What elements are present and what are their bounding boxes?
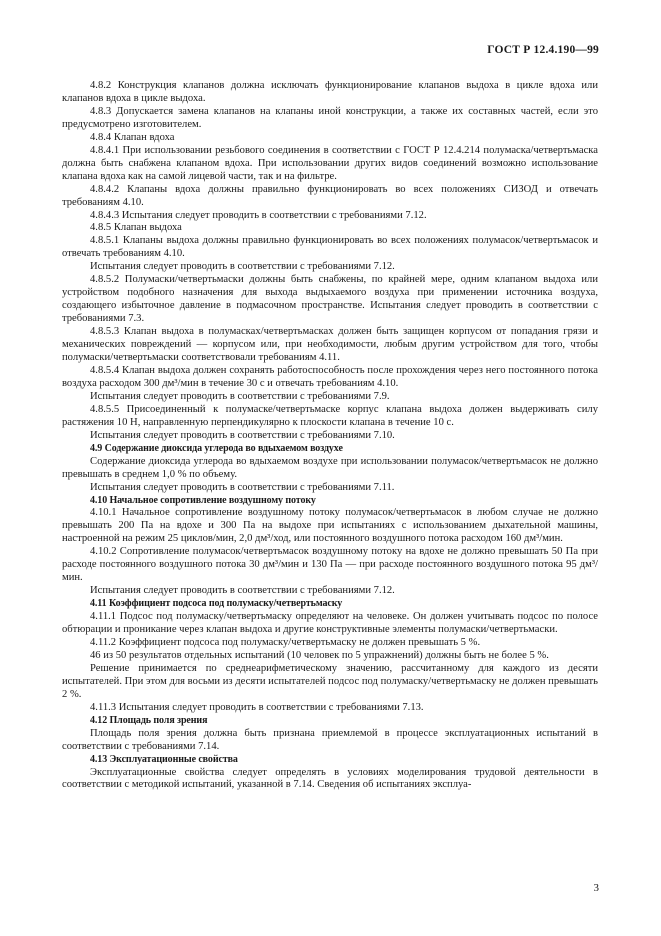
section-heading-4-13: 4.13 Эксплуатационные свойства [90,753,238,765]
paragraph-4-11-3: 4.11.3 Испытания следует проводить в соответствии с требованиями 7.13. [90,701,424,713]
section-heading-4-9: 4.9 Содержание диоксида углерода во вдыхаемом воздухе [90,442,343,454]
paragraph-4-8-4-3: 4.8.4.3 Испытания следует проводить в соответствии с требованиями 7.12. [90,209,427,221]
section-heading-4-10: 4.10 Начальное сопротивление воздушному потоку [90,494,316,506]
paragraph-4-8-3: 4.8.3 Допускается замена клапанов на клапаны иной конструкции, а также их составных частей, если это предусмотрено изготовителем. [62,105,598,130]
subheading-4-8-4: 4.8.4 Клапан вдоха [90,131,175,143]
subheading-4-8-5: 4.8.5 Клапан выдоха [90,222,182,234]
paragraph-4-11-2: 4.11.2 Коэффициент подсоса под полумаску/четвертьмаску не должен превышать 5 %. [90,636,481,648]
paragraph-46-of-50: 46 из 50 результатов отдельных испытаний (10 человек по 5 упражнений) должны быть не более 5 %. [90,649,549,661]
paragraph-4-10-1: 4.10.1 Начальное сопротивление воздушному потоку полумасок/четвертьмасок в любом случае не должно превышать 200 Па на вдохе и 300 Па на выдохе при испытаниях с использованием дыхательной машины, настроенной на режим 25 циклов/мин, 2,0 дм³/ход, или постоянного воздушного потока расходом 160 дм³/мин. [62,507,598,545]
paragraph-tests-7-10: Испытания следует проводить в соответствии с требованиями 7.10. [90,429,395,441]
paragraph-4-10-2: 4.10.2 Сопротивление полумасок/четвертьмасок воздушному потоку на вдохе не должно превышать 50 Па при расходе постоянного воздушного потока 30 дм³/мин и 130 Па — при расходе постоянного воздушного потока 95 дм³/мин. [62,546,598,584]
paragraph-tests-7-12-a: Испытания следует проводить в соответствии с требованиями 7.12. [90,261,395,273]
paragraph-4-8-2: 4.8.2 Конструкция клапанов должна исключать функционирование клапанов выдоха в цикле вдоха или клапанов вдоха в цикле выдоха. [62,80,598,104]
paragraph-decision: Решение принимается по среднеарифметическому значению, рассчитанному для каждого из десяти испытателей. При этом для восьми из десяти испытателей подсос под полумаску/четвертьмаску не должен превышать 2 %. [62,662,598,700]
paragraph-4-13-text: Эксплуатационные свойства следует определять в условиях моделирования трудовой деятельности в соответствии с методикой испытаний, указанной в 7.14. Сведения об испытаниях эксплуа- [62,766,598,791]
paragraph-4-8-5-2: 4.8.5.2 Полумаски/четвертьмаски должны быть снабжены, по крайней мере, одним клапаном выдоха или устройством подобного назначения для выхода выдыхаемого воздуха при применении источника воздуха, создающего избыточное давление в подмасочном пространстве. Испытания следует проводить в соответствии с требованиями 7.3. [62,274,598,325]
section-heading-4-11: 4.11 Коэффициент подсоса под полумаску/четвертьмаску [90,598,343,610]
paragraph-4-11-1: 4.11.1 Подсос под полумаску/четвертьмаску определяют на человеке. Он должен учитывать подсос по полосе обтюрации и проникание через клапан выдоха и другие конструктивные элементы полумаски/четвертьмаски. [62,611,598,636]
paragraph-4-9-text: Содержание диоксида углерода во вдыхаемом воздухе при использовании полумасок/четвертьмасок не должно превышать в среднем 1,0 % по объему. [62,455,598,480]
body-text [62,80,598,792]
paragraph-4-8-5-5: 4.8.5.5 Присоединенный к полумаске/четвертьмаске корпус клапана выдоха должен выдерживать силу растяжения 10 Н, направленную перпендикулярно к плоскости клапана в течение 10 с. [62,403,598,428]
paragraph-4-8-5-1: 4.8.5.1 Клапаны выдоха должны правильно функционировать во всех положениях полумасок/четвертьмасок и отвечать требованиям 4.10. [62,235,598,260]
paragraph-4-8-5-3: 4.8.5.3 Клапан выдоха в полумасках/четвертьмасках должен быть защищен корпусом от попадания грязи и механических повреждений — корпусом или, при необходимости, любым другим устройством для того, чтобы полумаски/четвертьмаски соответствовали требованиям 4.11. [62,326,598,364]
page-number: 3 [593,882,599,894]
paragraph-tests-7-9: Испытания следует проводить в соответствии с требованиями 7.9. [90,390,390,402]
paragraph-4-8-4-1: 4.8.4.1 При использовании резьбового соединения в соответствии с ГОСТ Р 12.4.214 полумаска/четвертьмаска должна быть снабжена клапаном вдоха. При использовании других видов соединений возможно использование клапана вдоха как на самой лицевой части, так и на фильтре. [62,144,598,182]
paragraph-tests-7-12-b: Испытания следует проводить в соответствии с требованиями 7.12. [90,585,395,597]
section-heading-4-12: 4.12 Площадь поля зрения [90,714,208,726]
paragraph-4-8-5-4: 4.8.5.4 Клапан выдоха должен сохранять работоспособность после прохождения через него постоянного потока воздуха расходом 300 дм³/мин в течение 30 с и отвечать требованиям 4.10. [62,364,598,389]
paragraph-4-12-text: Площадь поля зрения должна быть признана приемлемой в процессе эксплуатационных испытаний в соответствии с требованиями 7.14. [62,727,598,752]
paragraph-tests-7-11: Испытания следует проводить в соответствии с требованиями 7.11. [90,481,395,493]
document-code-header: ГОСТ Р 12.4.190—99 [487,44,599,56]
paragraph-4-8-4-2: 4.8.4.2 Клапаны вдоха должны правильно функционировать во всех положениях СИЗОД и отвечать требованиям 4.10. [62,183,598,208]
